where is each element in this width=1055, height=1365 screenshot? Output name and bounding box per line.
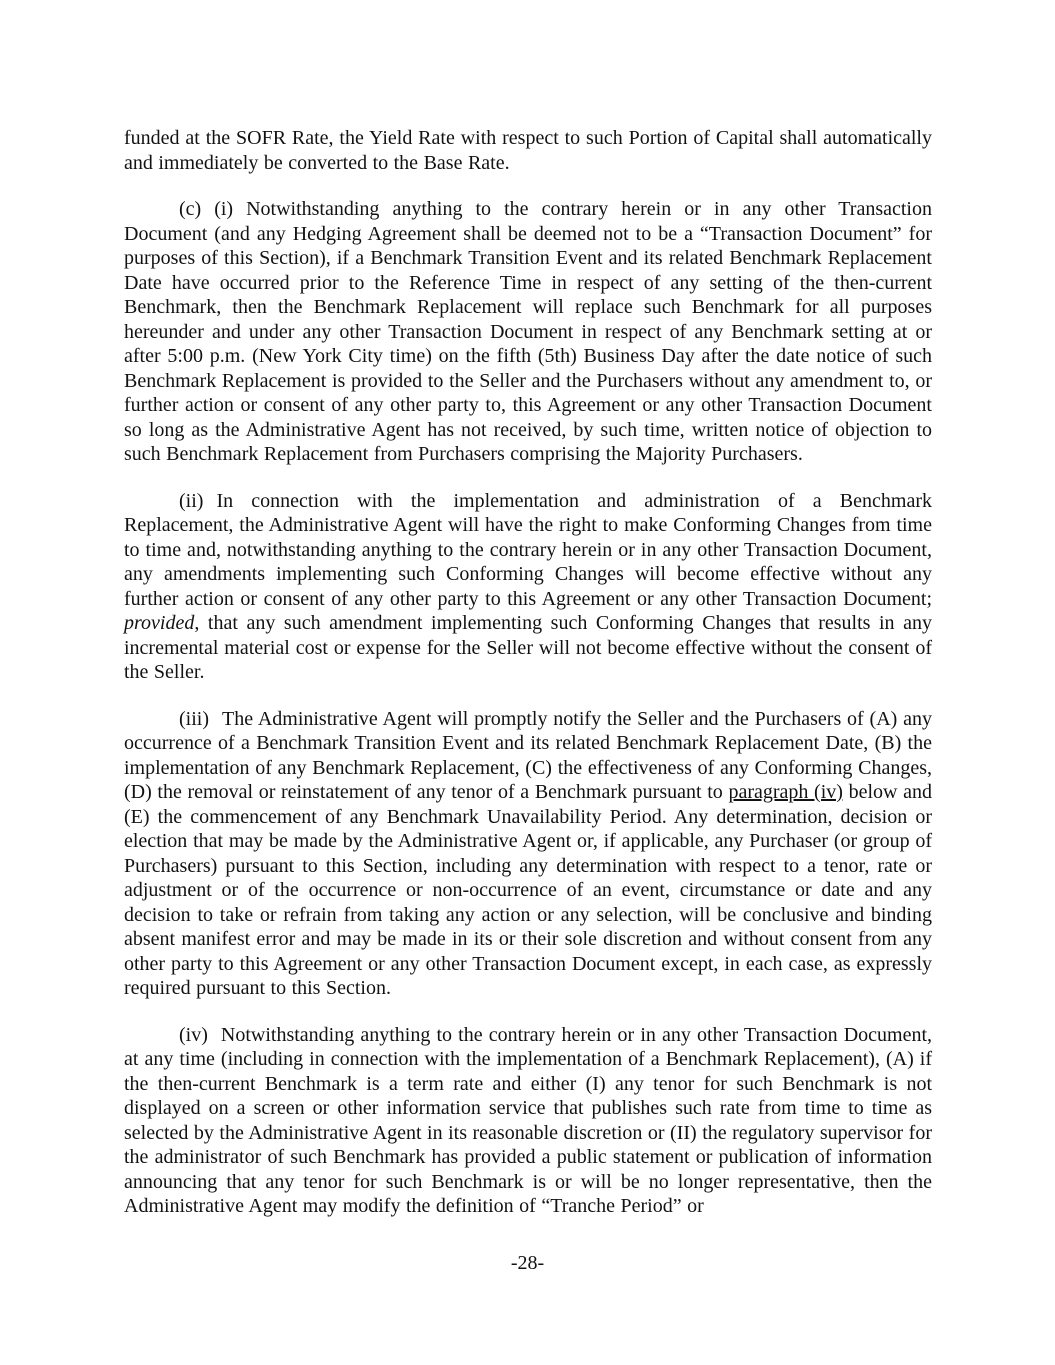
clause-label-i: (i)	[214, 198, 234, 220]
paragraph-continuation	[124, 126, 932, 175]
paragraph-text: , that any such amendment implementing such Conforming Changes that results in any incremental material cost or expense for the Seller will not become effective without the consent of the Seller.	[124, 612, 932, 683]
clause-label-iv: (iv)	[179, 1023, 208, 1046]
paragraph-iii	[124, 707, 932, 1001]
paragraph-text: funded at the SOFR Rate, the Yield Rate with respect to such Portion of Capital shall automatically and immediately be converted to the Base Rate.	[124, 127, 932, 174]
page-number: -28-	[510, 1252, 545, 1274]
paragraph-c-i	[124, 197, 932, 467]
paragraph-iv	[124, 1023, 932, 1219]
italic-proviso-term: provided	[124, 612, 195, 634]
document-body	[124, 126, 932, 1241]
paragraph-text: The Administrative Agent will promptly notify the Seller and the Purchasers of (A) any occurrence of a Benchmark Transition Event and its related Benchmark Replacement Date, (B) the implementation of any Benchmark Replacement, (C) the effectiveness of any Conforming Changes, (D) the removal or reinstatement of any tenor of a Benchmark pursuant to	[124, 707, 932, 803]
paragraph-text: In connection with the implementation and administration of a Benchmark Replacement, the Administrative Agent will have the right to make Conforming Changes from time to time and, notwithstanding anything to the contrary herein or in any other Transaction Document, any amendments implementing such Conforming Changes will become effective without any further action or consent of any other party to this Agreement or any other Transaction Document;	[124, 489, 932, 610]
cross-reference-paragraph-iv: paragraph (iv)	[728, 781, 843, 803]
clause-label-iii: (iii)	[179, 707, 209, 730]
clause-label-ii: (ii)	[179, 489, 204, 512]
clause-label-c: (c)	[179, 198, 202, 220]
paragraph-text: Notwithstanding anything to the contrary herein or in any other Transaction Document (and any Hedging Agreement shall be deemed not to be a “Transaction Document” for purposes of this Section), if a Benchmark Transition Event and its related Benchmark Replacement Date have occurred prior to the Reference Time in respect of any setting of the then-current Benchmark, then the Benchmark Replacement will replace such Benchmark for all purposes hereunder and under any other Transaction Document in respect of any Benchmark setting at or after 5:00 p.m. (New York City time) on the fifth (5th) Business Day after the date notice of such Benchmark Replacement is provided to the Seller and the Purchasers without any amendment to, or further action or consent of any other party to, this Agreement or any other Transaction Document so long as the Administrative Agent has not received, by such time, written notice of objection to such Benchmark Replacement from Purchasers comprising the Majority Purchasers.	[124, 198, 932, 465]
paragraph-ii	[124, 489, 932, 685]
paragraph-text: Notwithstanding anything to the contrary herein or in any other Transaction Document, at any time (including in connection with the implementation of a Benchmark Replacement), (A) if the then-current Benchmark is a term rate and either (I) any tenor for such Benchmark is not displayed on a screen or other information service that publishes such rate from time to time as selected by the Administrative Agent in its reasonable discretion or (II) the regulatory supervisor for the administrator of such Benchmark has provided a public statement or publication of information announcing that any tenor for such Benchmark is or will be no longer representative, then the Administrative Agent may modify the definition of “Tranche Period” or	[124, 1023, 932, 1217]
paragraph-text: below and (E) the commencement of any Benchmark Unavailability Period. Any determination, decision or election that may be made by the Administrative Agent or, if applicable, any Purchaser (or group of Purchasers) pursuant to this Section, including any determination with respect to a tenor, rate or adjustment or of the occurrence or non-occurrence of an event, circumstance or date and any decision to take or refrain from taking any action or any selection, will be conclusive and binding absent manifest error and may be made in its or their sole discretion and without consent from any other party to this Agreement or any other Transaction Document except, in each case, as expressly required pursuant to this Section.	[124, 781, 932, 999]
